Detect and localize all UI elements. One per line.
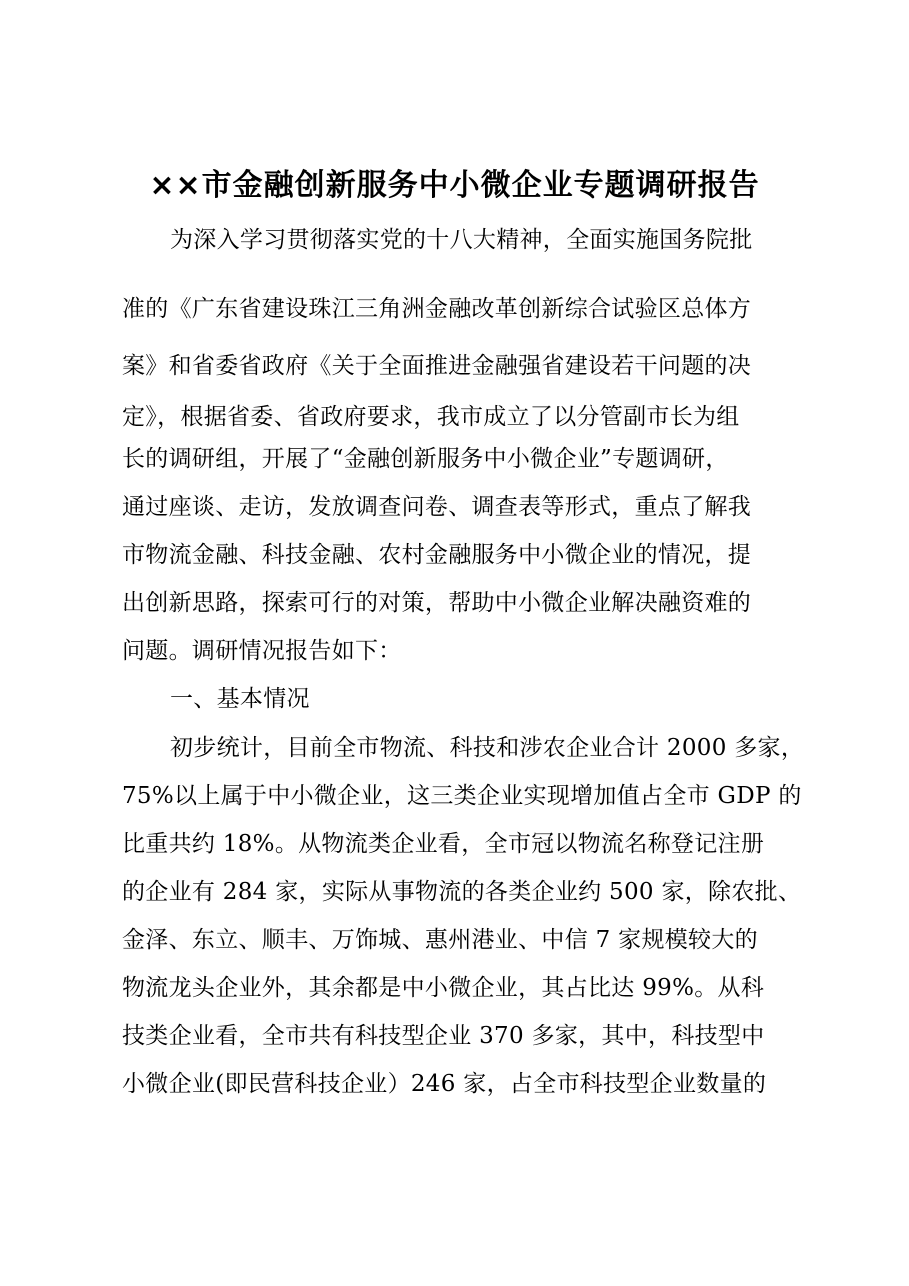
- paragraph-line: 通过座谈、走访，发放调查问卷、调查表等形式，重点了解我: [122, 494, 752, 520]
- paragraph-line: 初步统计，目前全市物流、科技和涉农企业合计 2000 多家，: [170, 735, 805, 761]
- paragraph-line: 为深入学习贯彻落实党的十八大精神，全面实施国务院批: [170, 227, 753, 253]
- paragraph-line: 比重共约 18%。从物流类企业看，全市冠以物流名称登记注册: [122, 831, 765, 857]
- paragraph-line: 案》和省委省政府《关于全面推进金融强省建设若干问题的决: [122, 353, 752, 379]
- paragraph-line: 长的调研组，开展了“金融创新服务中小微企业”专题调研，: [122, 446, 729, 472]
- paragraph-line: 的企业有 284 家，实际从事物流的各类企业约 500 家，除农批、: [122, 879, 802, 905]
- paragraph-line: 小微企业(即民营科技企业）246 家，占全市科技型企业数量的: [122, 1071, 767, 1097]
- paragraph-line: 75%以上属于中小微企业，这三类企业实现增加值占全市 GDP 的: [122, 783, 802, 809]
- paragraph-line: 市物流金融、科技金融、农村金融服务中小微企业的情况，提: [122, 542, 752, 568]
- paragraph-line: 技类企业看，全市共有科技型企业 370 多家，其中，科技型中: [122, 1023, 765, 1049]
- paragraph-line: 物流龙头企业外，其余都是中小微企业，其占比达 99%。从科: [122, 975, 765, 1001]
- paragraph-line: 出创新思路，探索可行的对策，帮助中小微企业解决融资难的: [122, 590, 752, 616]
- section-heading: 一、基本情况: [170, 686, 310, 712]
- paragraph-line: 定》，根据省委、省政府要求，我市成立了以分管副市长为组: [122, 404, 740, 430]
- paragraph-line: 准的《广东省建设珠江三角洲金融改革创新综合试验区总体方: [122, 296, 752, 322]
- paragraph-line: 问题。调研情况报告如下：: [122, 638, 402, 664]
- paragraph-line: 金泽、东立、顺丰、万饰城、惠州港业、中信 7 家规模较大的: [122, 927, 758, 953]
- document-title: ××市金融创新服务中小微企业专题调研报告: [149, 168, 760, 203]
